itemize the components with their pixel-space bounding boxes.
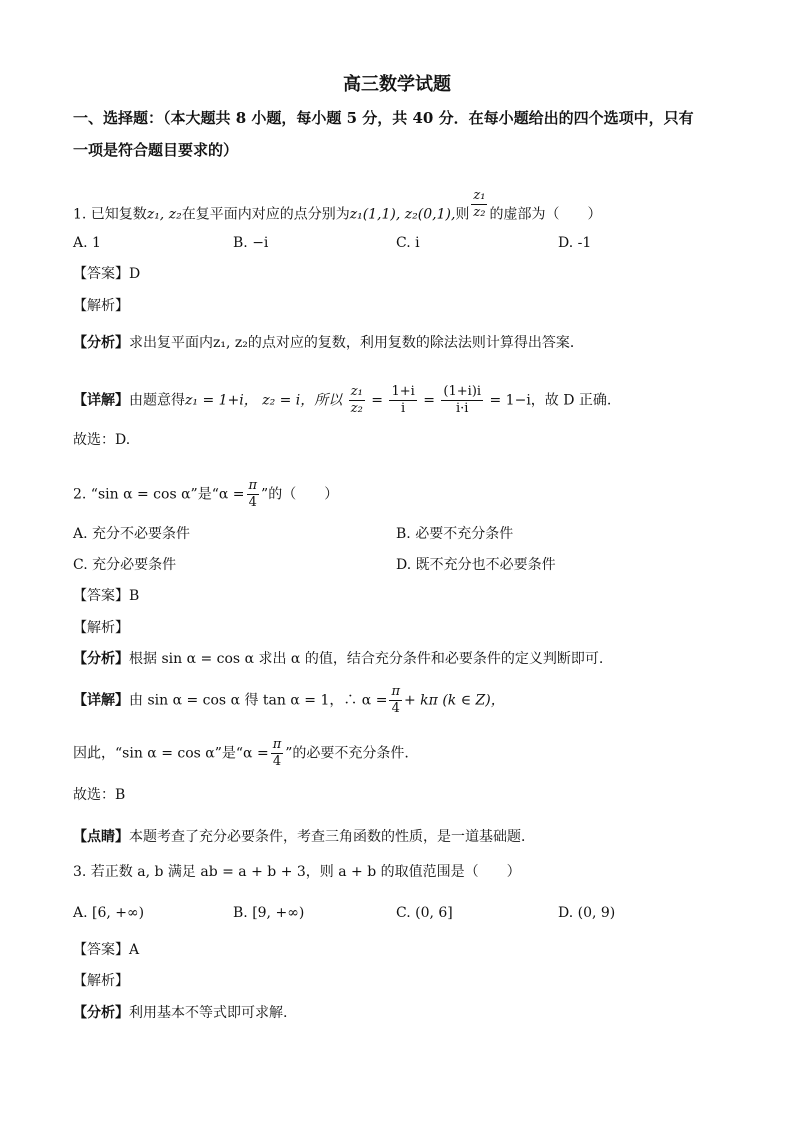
q1-stem-text-c: 则 — [455, 206, 470, 223]
q2-conclusion-text-b: ”的必要不充分条件. — [285, 745, 409, 762]
q1-stem-text-a: 1. 已知复数 — [73, 206, 147, 223]
q1-stem-vars: z₁, z₂ — [146, 206, 182, 223]
q1-analysis-label: 【解析】 — [73, 298, 129, 314]
q3-fenxi-text: 利用基本不等式即可求解. — [129, 1005, 288, 1021]
q1-stem-points: z₁(1,1), z₂(0,1), — [349, 206, 456, 223]
q2-frac-den: 4 — [248, 495, 257, 510]
q2-dianjing — [73, 827, 535, 847]
q1-detail-frac2-den: i — [401, 401, 406, 416]
q2-option-b: B. 必要不充分条件 — [396, 526, 514, 542]
q2-fenxi-tag: 【分析】 — [73, 651, 129, 667]
q1-option-c: C. i — [396, 235, 420, 251]
page-title: 高三数学试题 — [343, 74, 451, 95]
q1-detail-tail: = 1−i，故 D 正确. — [489, 392, 612, 409]
q3-fenxi-tag: 【分析】 — [73, 1005, 129, 1021]
q3-fenxi — [73, 1003, 287, 1023]
q3-stem: 3. 若正数 a, b 满足 ab = a + b + 3，则 a + b 的取值范围是（ ） — [73, 864, 521, 880]
q2-detail-fraction — [389, 684, 402, 717]
q3-option-b: B. [9, +∞) — [233, 905, 305, 921]
q1-fenxi-tag: 【分析】 — [73, 335, 129, 351]
q1-choose: 故选：D. — [73, 432, 131, 448]
q1-answer: 【答案】D — [73, 266, 141, 282]
q1-detail-frac3-den: i·i — [456, 401, 469, 416]
q1-detail-tag: 【详解】 — [73, 392, 129, 409]
q1-detail-eq-sign1: = — [371, 392, 383, 409]
q1-detail — [73, 384, 611, 417]
q1-stem-fraction — [471, 188, 487, 221]
q2-detail — [73, 684, 505, 717]
q1-detail-frac2-num: 1+i — [391, 384, 415, 399]
section-heading-line2: 一项是符合题目要求的） — [73, 141, 239, 159]
q2-analysis-label: 【解析】 — [73, 620, 129, 636]
q3-answer: 【答案】A — [73, 942, 140, 958]
q2-frac-num: π — [248, 478, 258, 493]
q1-frac-den: z₂ — [473, 205, 486, 220]
q2-fenxi — [73, 649, 603, 669]
q2-fenxi-text: 根据 sin α = cos α 求出 α 的值，结合充分条件和必要条件的定义判断即可. — [129, 651, 604, 667]
q1-detail-text-a: 由题意得 — [129, 392, 185, 409]
q3-option-c: C. (0, 6] — [396, 905, 453, 921]
q2-answer: 【答案】B — [73, 588, 140, 604]
q1-detail-eq2: z₂ = i，所以 — [262, 392, 343, 409]
section-heading-line1: 一、选择题：（本大题共 8 小题，每小题 5 分，共 40 分．在每小题给出的四个选项中，只有 — [73, 109, 694, 127]
q2-detail-tag: 【详解】 — [73, 692, 129, 709]
q2-option-a: A. 充分不必要条件 — [73, 526, 191, 542]
q1-option-b: B. −i — [233, 235, 269, 251]
q1-stem — [73, 188, 602, 231]
q3-option-a: A. [6, +∞) — [73, 905, 145, 921]
q1-detail-frac3 — [441, 384, 483, 417]
q2-detail-text-b: + kπ (k ∈ Z)， — [404, 692, 505, 709]
q2-conclusion — [73, 737, 409, 770]
q1-stem-text-d: 的虚部为（ ） — [489, 206, 602, 223]
q3-analysis-label: 【解析】 — [73, 973, 129, 989]
q1-frac-num: z₁ — [473, 188, 486, 203]
q1-stem-text-b: 在复平面内对应的点分别为 — [181, 206, 350, 223]
q2-detail-frac-num: π — [391, 684, 400, 699]
q2-detail-frac-den: 4 — [391, 701, 400, 716]
q2-stem-text-b: ”的（ ） — [261, 486, 339, 503]
q1-detail-eq-sign2: = — [423, 392, 435, 409]
q1-option-d: D. -1 — [558, 235, 592, 251]
q2-conclusion-frac-num: π — [272, 737, 282, 752]
q3-option-d: D. (0, 9) — [558, 905, 616, 921]
q1-detail-eq1: z₁ = 1+i， — [185, 392, 258, 409]
q2-dianjing-tag: 【点睛】 — [73, 829, 129, 845]
q2-conclusion-text-a: 因此，“sin α = cos α”是“α = — [73, 745, 269, 762]
q1-detail-frac1-num: z₁ — [350, 384, 363, 399]
q1-fenxi — [73, 333, 584, 353]
q2-option-c: C. 充分必要条件 — [73, 557, 177, 573]
q1-detail-frac3-num: (1+i)i — [443, 384, 482, 399]
q2-conclusion-fraction — [271, 737, 284, 770]
q2-option-d: D. 既不充分也不必要条件 — [396, 557, 556, 573]
q1-detail-frac1 — [349, 384, 365, 417]
q2-dianjing-text: 本题考查了充分必要条件，考查三角函数的性质，是一道基础题． — [129, 829, 535, 845]
q1-detail-frac2 — [389, 384, 416, 417]
q2-stem — [73, 478, 338, 511]
q1-option-a: A. 1 — [73, 235, 101, 251]
q1-fenxi-text: 求出复平面内z₁, z₂的点对应的复数，利用复数的除法法则计算得出答案． — [129, 335, 584, 351]
q1-detail-frac1-den: z₂ — [350, 401, 363, 416]
q2-stem-text-a: 2. “sin α = cos α”是“α = — [73, 486, 245, 503]
q2-conclusion-frac-den: 4 — [272, 754, 282, 769]
q2-choose: 故选：B — [73, 787, 126, 803]
q2-detail-text-a: 由 sin α = cos α 得 tan α = 1，∴ α = — [129, 692, 388, 709]
q2-stem-fraction — [247, 478, 260, 511]
